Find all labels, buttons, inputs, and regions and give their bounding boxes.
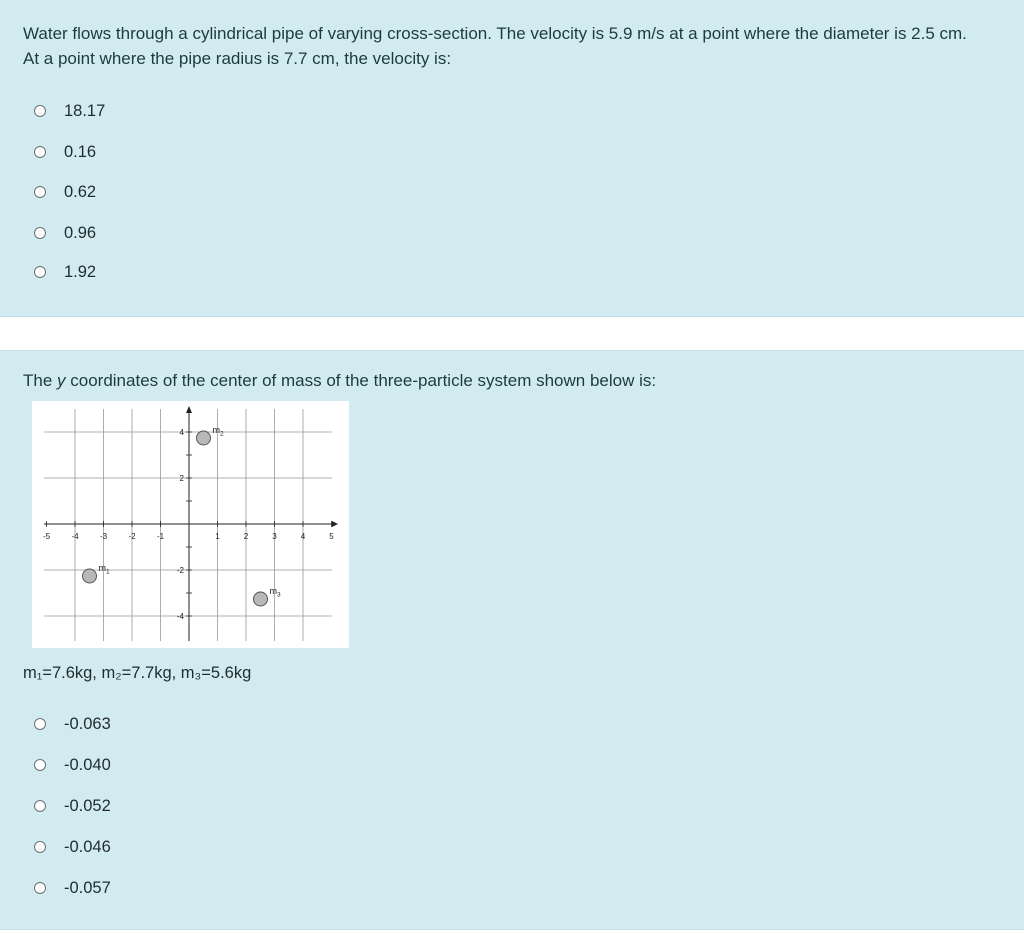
answer-option[interactable] <box>34 877 111 899</box>
y-tick-label: 2 <box>179 474 184 483</box>
question-text: Water flows through a cylindrical pipe of varying cross-section. The velocity is 5.9 m/s at a point where the diameter is 2.5 cm. At a point where the pipe radius is 7.7 cm, the velocity is: <box>23 24 967 68</box>
coordinate-plot <box>32 401 349 648</box>
option-label: -0.040 <box>64 755 111 774</box>
answer-option[interactable] <box>34 713 111 735</box>
radio-button[interactable] <box>34 841 46 853</box>
particle-label: $m_3$ <box>269 586 281 599</box>
x-tick-label: -1 <box>156 532 165 541</box>
y-axis-arrow <box>186 406 192 413</box>
option-label: 0.62 <box>64 182 97 201</box>
particle-label: $m_2$ <box>212 425 224 438</box>
y-tick-label: -4 <box>176 612 184 621</box>
answer-option[interactable] <box>34 222 96 244</box>
radio-button[interactable] <box>34 759 46 771</box>
x-tick-label: -4 <box>71 532 79 541</box>
coordinate-figure <box>32 401 349 648</box>
question-text: The y coordinates of the center of mass of the three-particle system shown below is: <box>23 371 657 390</box>
question-card-2 <box>0 350 1024 930</box>
answer-option[interactable] <box>34 141 96 163</box>
particle-2 <box>197 431 211 445</box>
radio-button[interactable] <box>34 105 46 117</box>
x-tick-label: 2 <box>243 532 249 541</box>
radio-button[interactable] <box>34 266 46 278</box>
masses-text: m₁=7.6kg, m₂=7.7kg, m₃=5.6kg <box>23 664 252 682</box>
radio-button[interactable] <box>34 800 46 812</box>
answer-option[interactable] <box>34 795 111 817</box>
answer-option[interactable] <box>34 754 111 776</box>
option-label: 0.96 <box>64 223 97 242</box>
option-label: 18.17 <box>64 101 106 120</box>
x-tick-label: 1 <box>215 532 220 541</box>
particle-label: $m_1$ <box>98 563 110 576</box>
radio-button[interactable] <box>34 882 46 894</box>
x-tick-label: 3 <box>272 532 277 541</box>
radio-button[interactable] <box>34 718 46 730</box>
option-label: -0.046 <box>64 837 111 856</box>
option-label: 0.16 <box>64 142 97 161</box>
option-label: -0.057 <box>64 878 111 897</box>
option-label: 1.92 <box>64 262 97 281</box>
answer-option[interactable] <box>34 181 96 203</box>
x-tick-label: -2 <box>128 532 136 541</box>
x-tick-label: 4 <box>300 532 306 541</box>
x-tick-label: 5 <box>329 532 334 541</box>
answer-option[interactable] <box>34 261 96 283</box>
option-label: -0.052 <box>64 796 111 815</box>
particle-3 <box>254 592 268 606</box>
radio-button[interactable] <box>34 227 46 239</box>
x-tick-label: -5 <box>42 532 51 541</box>
particle-1 <box>83 569 97 583</box>
x-tick-label: -3 <box>99 532 108 541</box>
x-axis-arrow <box>332 521 338 527</box>
y-tick-label: 4 <box>179 428 184 437</box>
answer-option[interactable] <box>34 100 105 122</box>
radio-button[interactable] <box>34 186 46 198</box>
question-card-1 <box>0 0 1024 317</box>
answer-option[interactable] <box>34 836 111 858</box>
y-tick-label: -2 <box>176 566 184 575</box>
option-label: -0.063 <box>64 714 111 733</box>
radio-button[interactable] <box>34 146 46 158</box>
